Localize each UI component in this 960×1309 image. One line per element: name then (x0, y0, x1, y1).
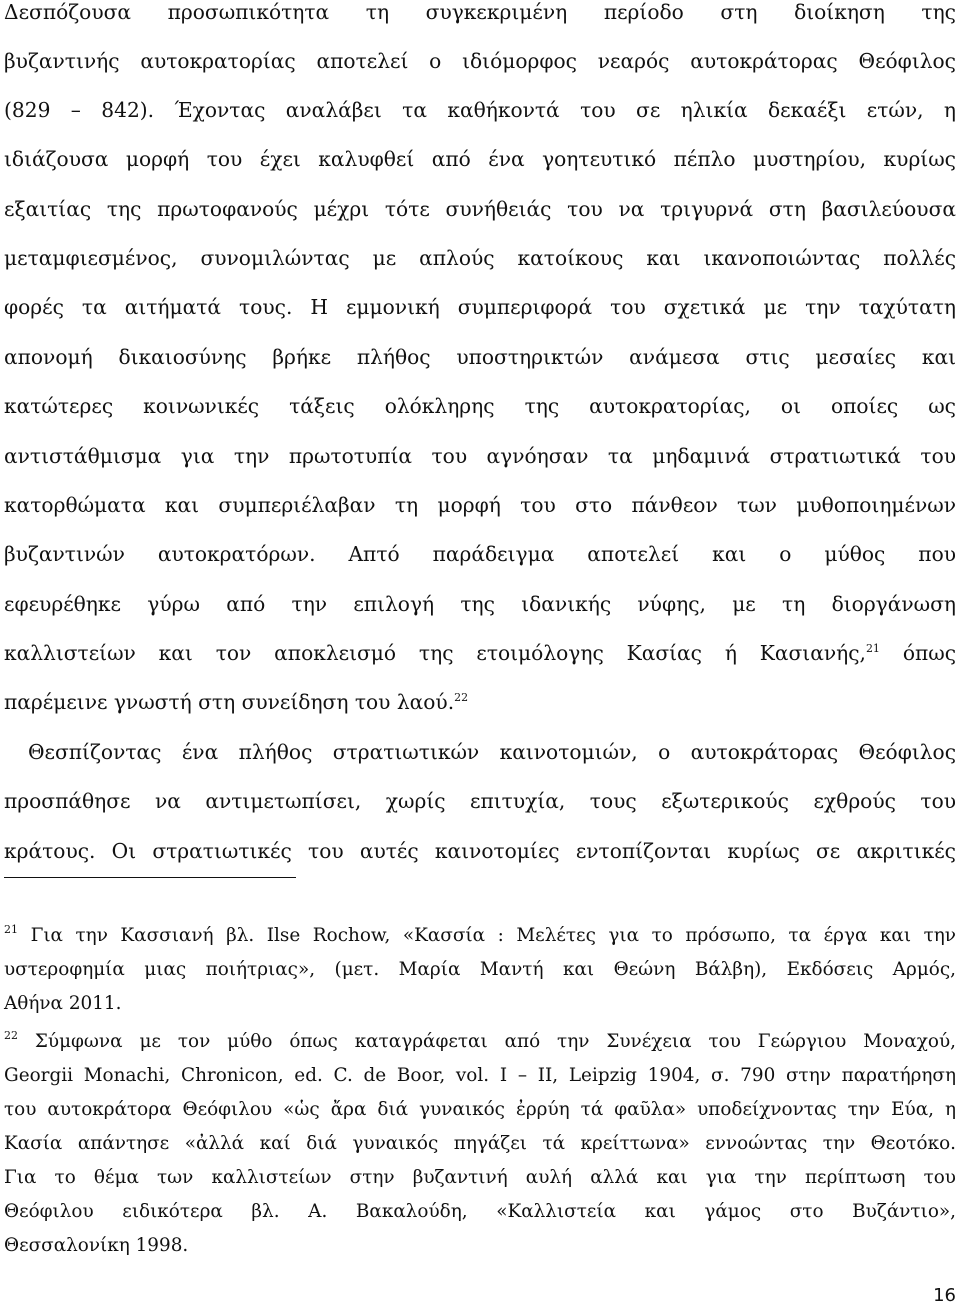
footnote-22-line (4, 1025, 956, 1059)
body-line: (829 – 842). Έχοντας αναλάβει τα καθήκοντά του σε ηλικία δεκαέξι ετών, η (4, 98, 956, 122)
footnote-text: Σύμφωνα με τον μύθο όπως καταγράφεται από την Συνέχεια του Γεώργιου Μοναχού, (34, 1031, 956, 1052)
body-line: προσπάθησε να αντιμετωπίσει, χωρίς επιτυχία, τους εξωτερικούς εχθρούς του (4, 789, 956, 813)
body-line: ιδιάζουσα μορφή του έχει καλυφθεί από ένα γοητευτικό πέπλο μυστηρίου, κυρίως (4, 147, 956, 171)
footnote-21-line: Αθήνα 2011. (4, 993, 122, 1014)
body-line: αντιστάθμισμα για την πρωτοτυπία του αγνόησαν τα μηδαμινά στρατιωτικά του (4, 444, 956, 468)
body-line-text: παρέμεινε γνωστή στη συνείδηση του λαού. (4, 690, 455, 714)
footnote-ref-22[interactable]: 22 (454, 691, 469, 704)
body-line: βυζαντινών αυτοκρατόρων. Απτό παράδειγμα αποτελεί και ο μύθος που (4, 542, 956, 566)
body-line: απονομή δικαιοσύνης βρήκε πλήθος υποστηρικτών ανάμεσα στις μεσαίες και (4, 345, 956, 369)
footnote-text: Για την Κασσιανή βλ. Ilse Rochow, «Κασσία : Μελέτες για το πρόσωπο, τα έργα και την (30, 925, 956, 946)
body-line-tail: όπως (902, 641, 957, 665)
body-line: κράτους. Οι στρατιωτικές του αυτές καινοτομίες εντοπίζονται κυρίως σε ακριτικές (4, 839, 956, 863)
body-line: κατορθώματα και συμπεριέλαβαν τη μορφή του στο πάνθεον των μυθοποιημένων (4, 493, 956, 517)
footnote-22-line: του αυτοκράτορα Θεόφιλου «ὡς ἄρα διά γυναικός ἐρρύη τά φαῦλα» υποδείχνοντας την Εύα, η (4, 1099, 956, 1120)
footnote-number: 21 (4, 923, 18, 936)
body-line-text: καλλιστείων και τον αποκλεισμό της ετοιμόλογης Κασίας ή Κασιανής, (4, 641, 866, 665)
footnote-22-line: Για το θέμα των καλλιστείων στην βυζαντινή αυλή αλλά και για την περίπτωση του (4, 1167, 956, 1188)
footnote-21-line: υστεροφημία μιας ποιήτριας», (μετ. Μαρία Μαντή και Θεώνη Βάλβη), Εκδόσεις Αρμός, (4, 959, 956, 980)
footnote-number: 22 (4, 1029, 18, 1042)
footnote-22-line: Θεόφιλου ειδικότερα βλ. Α. Βακαλούδη, «Καλλιστεία και γάμος στο Βυζάντιο», (4, 1201, 956, 1222)
body-line: μεταμφιεσμένος, συνομιλώντας με απλούς κατοίκους και ικανοποιώντας πολλές (4, 246, 956, 270)
body-line: Θεσπίζοντας ένα πλήθος στρατιωτικών καινοτομιών, ο αυτοκράτορας Θεόφιλος (28, 740, 956, 764)
page-number: 16 (933, 1285, 956, 1306)
body-line (4, 678, 956, 727)
footnote-22-line: Georgii Monachi, Chronicon, ed. C. de Boor, vol. I – II, Leipzig 1904, σ. 790 στην παρατήρηση (4, 1065, 956, 1086)
footnote-22-line: Θεσσαλονίκη 1998. (4, 1235, 189, 1256)
body-line (4, 629, 956, 678)
footnote-separator (4, 877, 296, 878)
footnote-21-line (4, 919, 956, 953)
body-line: εφευρέθηκε γύρω από την επιλογή της ιδανικής νύφης, με τη διοργάνωση (4, 592, 956, 616)
body-line: φορές τα αιτήματά τους. Η εμμονική συμπεριφορά του σχετικά με την ταχύτατη (4, 295, 956, 319)
body-line: βυζαντινής αυτοκρατορίας αποτελεί ο ιδιόμορφος νεαρός αυτοκράτορας Θεόφιλος (4, 49, 956, 73)
body-line: εξαιτίας της πρωτοφανούς μέχρι τότε συνήθειάς του να τριγυρνά στη βασιλεύουσα (4, 197, 956, 221)
footnote-ref-21[interactable]: 21 (865, 642, 880, 655)
body-line: Δεσπόζουσα προσωπικότητα τη συγκεκριμένη περίοδο στη διοίκηση της (4, 0, 956, 24)
footnote-22-line: Κασία απάντησε «ἀλλά καί διά γυναικός πηγάζει τά κρείττωνα» εννοώντας την Θεοτόκο. (4, 1133, 956, 1154)
body-line: κατώτερες κοινωνικές τάξεις ολόκληρης της αυτοκρατορίας, οι οποίες ως (4, 394, 956, 418)
